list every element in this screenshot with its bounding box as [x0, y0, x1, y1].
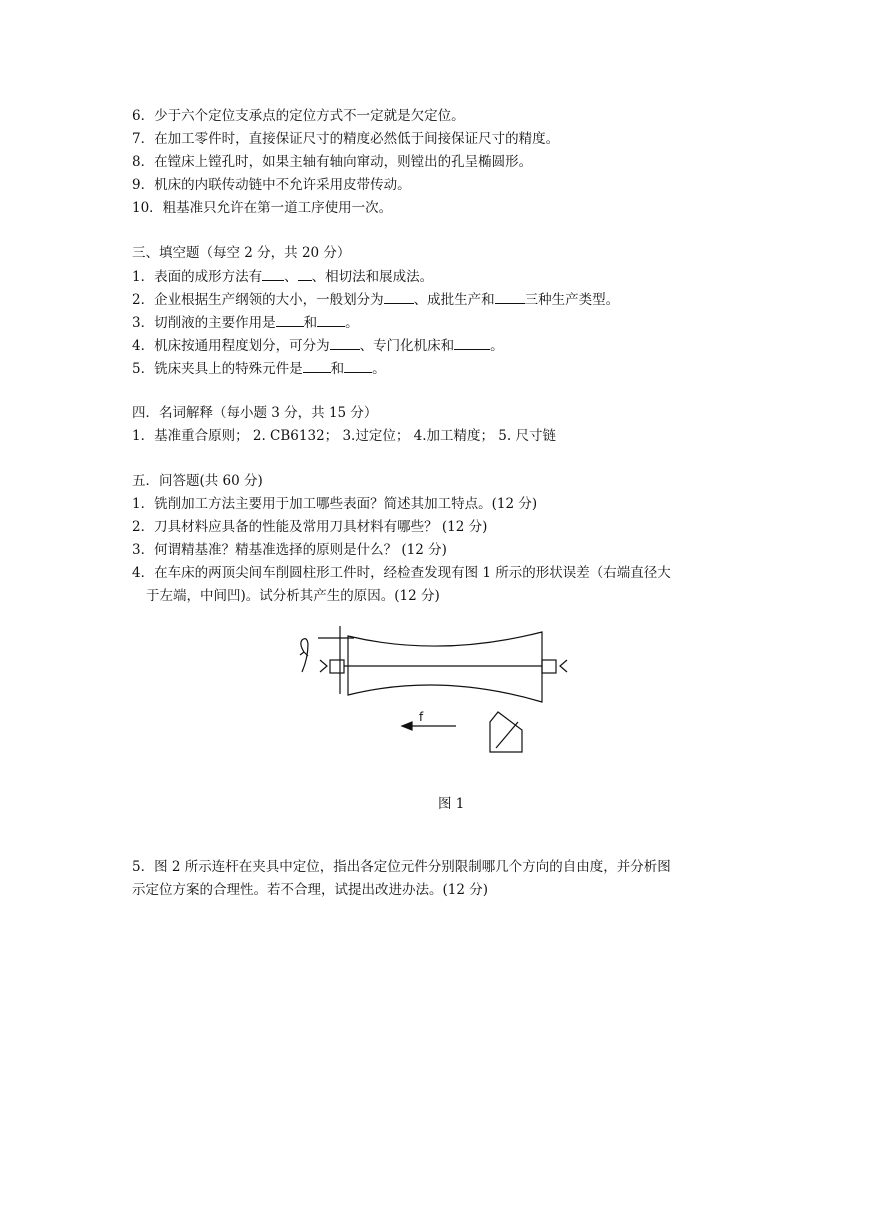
- fill-q4-text-c: 。: [490, 338, 504, 354]
- judgement-item-10: 10．粗基准只允许在第一道工序使用一次。: [132, 200, 393, 216]
- feed-arrowhead-icon: [402, 722, 412, 730]
- workpiece-outline: [348, 632, 542, 702]
- qa-question-3: 3．何谓精基准？精基准选择的原则是什么？ (12 分): [132, 542, 447, 558]
- fill-section-title: 三、填空题（每空 2 分，共 20 分）: [132, 245, 351, 261]
- qa-question-1: 1．铣削加工方法主要用于加工哪些表面？简述其加工特点。(12 分): [132, 496, 538, 512]
- fill-question-5: [132, 359, 386, 378]
- fill-q1-text-c: 、相切法和展成法。: [311, 269, 434, 285]
- fill-question-1: [132, 267, 433, 286]
- fill-q1-text-b: 、: [284, 269, 298, 285]
- answer-blank: [495, 290, 525, 304]
- answer-blank: [454, 336, 490, 350]
- left-center-icon: [320, 660, 327, 672]
- qa-question-4-line-1: 4．在车床的两顶尖间车削圆柱形工件时，经检查发现有图 1 所示的形状误差（右端直径大: [132, 565, 671, 581]
- figure-1-lathe-diagram: [290, 622, 600, 762]
- fill-q4-text-a: 4．机床按通用程度划分，可分为: [132, 338, 330, 354]
- qa-section-title: 五．问答题(共 60 分): [132, 473, 263, 489]
- fill-question-2: [132, 290, 619, 309]
- fill-question-4: [132, 336, 504, 355]
- answer-blank: [298, 267, 312, 281]
- cutting-tool-icon: [490, 712, 522, 752]
- fill-q5-text-b: 和: [330, 361, 345, 377]
- terms-list: 1．基准重合原则； 2. CB6132； 3.过定位； 4.加工精度； 5. 尺寸链: [132, 428, 556, 444]
- fill-q2-text-a: 2．企业根据生产纲领的大小，一般划分为: [132, 292, 384, 308]
- judgement-item-6: 6．少于六个定位支承点的定位方式不一定就是欠定位。: [132, 108, 465, 124]
- qa-question-5-line-2: 示定位方案的合理性。若不合理，试提出改进办法。(12 分): [132, 882, 489, 898]
- right-center-rect: [542, 660, 556, 673]
- judgement-item-8: 8．在镗床上镗孔时，如果主轴有轴向窜动，则镗出的孔呈椭圆形。: [132, 154, 533, 170]
- fill-q2-text-c: 三种生产类型。: [524, 292, 620, 308]
- fill-q2-text-b: 、成批生产和: [413, 292, 495, 308]
- figure-1-caption: 图 1: [438, 796, 465, 812]
- qa-question-2: 2．刀具材料应具备的性能及常用刀具材料有哪些？ (12 分): [132, 519, 488, 535]
- fill-q1-text-a: 1．表面的成形方法有: [132, 269, 263, 285]
- fill-q3-text-c: 。: [345, 315, 359, 331]
- feed-label: f: [419, 710, 424, 724]
- answer-blank: [276, 313, 304, 327]
- answer-blank: [317, 313, 345, 327]
- fill-q5-text-c: 。: [372, 361, 386, 377]
- terms-section-title: 四．名词解释（每小题 3 分，共 15 分）: [132, 405, 378, 421]
- judgement-item-9: 9．机床的内联传动链中不允许采用皮带传动。: [132, 177, 411, 193]
- qa-question-4-line-2: 于左端，中间凹)。试分析其产生的原因。(12 分): [146, 588, 440, 604]
- fill-q5-text-a: 5．铣床夹具上的特殊元件是: [132, 361, 303, 377]
- qa-question-5-line-1: 5．图 2 所示连杆在夹具中定位，指出各定位元件分别限制哪几个方向的自由度，并分析图: [132, 859, 671, 875]
- fill-question-3: [132, 313, 359, 332]
- fill-q3-text-a: 3．切削液的主要作用是: [132, 315, 276, 331]
- fill-q4-text-b: 、专门化机床和: [359, 338, 455, 354]
- answer-blank: [262, 267, 284, 281]
- fill-q3-text-b: 和: [303, 315, 318, 331]
- judgement-item-7: 7．在加工零件时，直接保证尺寸的精度必然低于间接保证尺寸的精度。: [132, 131, 560, 147]
- answer-blank: [344, 359, 372, 373]
- answer-blank: [330, 336, 360, 350]
- right-center-icon: [560, 660, 567, 672]
- answer-blank: [384, 290, 414, 304]
- answer-blank: [303, 359, 331, 373]
- left-center-rect: [330, 660, 344, 673]
